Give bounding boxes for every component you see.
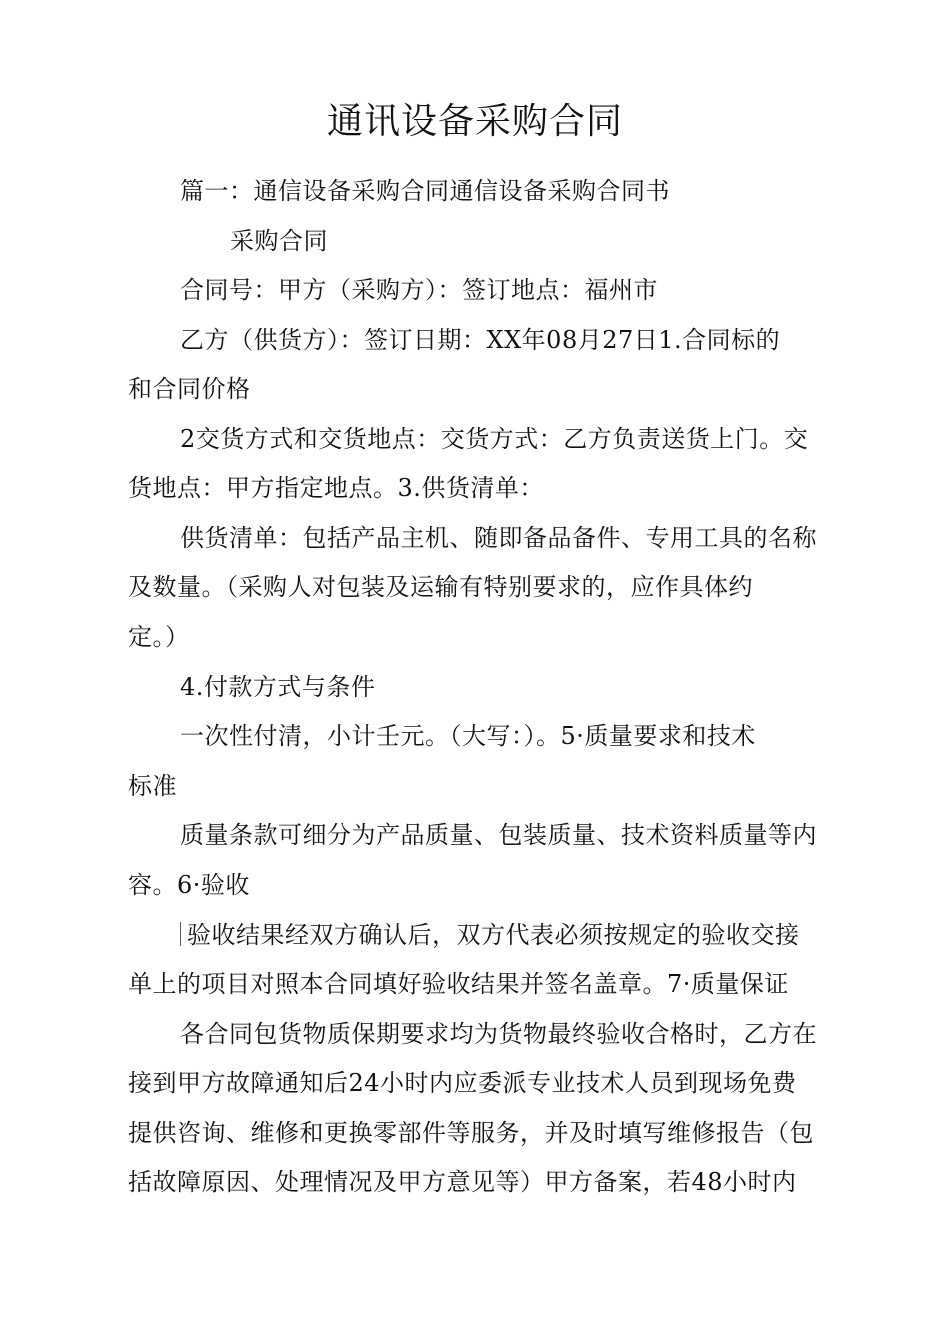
text-line: 及数量。（采购人对包装及运输有特别要求的，应作具体约 <box>128 573 753 601</box>
text-line: 采购合同 <box>230 227 328 255</box>
text-line: 接到甲方故障通知后24小时内应委派专业技术人员到现场免费 <box>128 1069 797 1097</box>
document-title: 通讯设备采购合同 <box>326 101 623 142</box>
text-line <box>180 918 800 952</box>
text-line: 供货清单：包括产品主机、随即备品备件、专用工具的名称 <box>180 524 817 552</box>
cursor-mark <box>180 922 181 946</box>
text-line: 容。6·验收 <box>128 871 250 899</box>
text-line: 和合同价格 <box>128 375 251 403</box>
text-line: 各合同包货物质保期要求均为货物最终验收合格时，乙方在 <box>180 1020 817 1048</box>
text-line: 篇一：通信设备采购合同通信设备采购合同书 <box>180 177 670 205</box>
text-line: 货地点：甲方指定地点。3.供货清单： <box>128 474 544 502</box>
text-line: 质量条款可细分为产品质量、包装质量、技术资料质量等内 <box>180 821 817 849</box>
text-line: 一次性付清，小计壬元。（大写：）。5·质量要求和技术 <box>180 722 756 750</box>
text-line-content: 验收结果经双方确认后，双方代表必须按规定的验收交接 <box>187 921 800 949</box>
text-line: 括故障原因、处理情况及甲方意见等）甲方备案，若48小时内 <box>128 1168 797 1196</box>
text-line: 2交货方式和交货地点：交货方式：乙方负责送货上门。交 <box>180 425 809 453</box>
text-line: 乙方（供货方）：签订日期：XX年08月27日1.合同标的 <box>180 326 781 354</box>
text-line: 4.付款方式与条件 <box>180 673 376 701</box>
text-line: 定。） <box>128 623 190 651</box>
text-line: 合同号：甲方（采购方）：签订地点：福州市 <box>180 276 658 304</box>
text-line: 提供咨询、维修和更换零部件等服务，并及时填写维修报告（包 <box>128 1119 814 1147</box>
text-line: 单上的项目对照本合同填好验收结果并签名盖章。7·质量保证 <box>128 970 789 998</box>
text-line: 标准 <box>128 772 177 800</box>
